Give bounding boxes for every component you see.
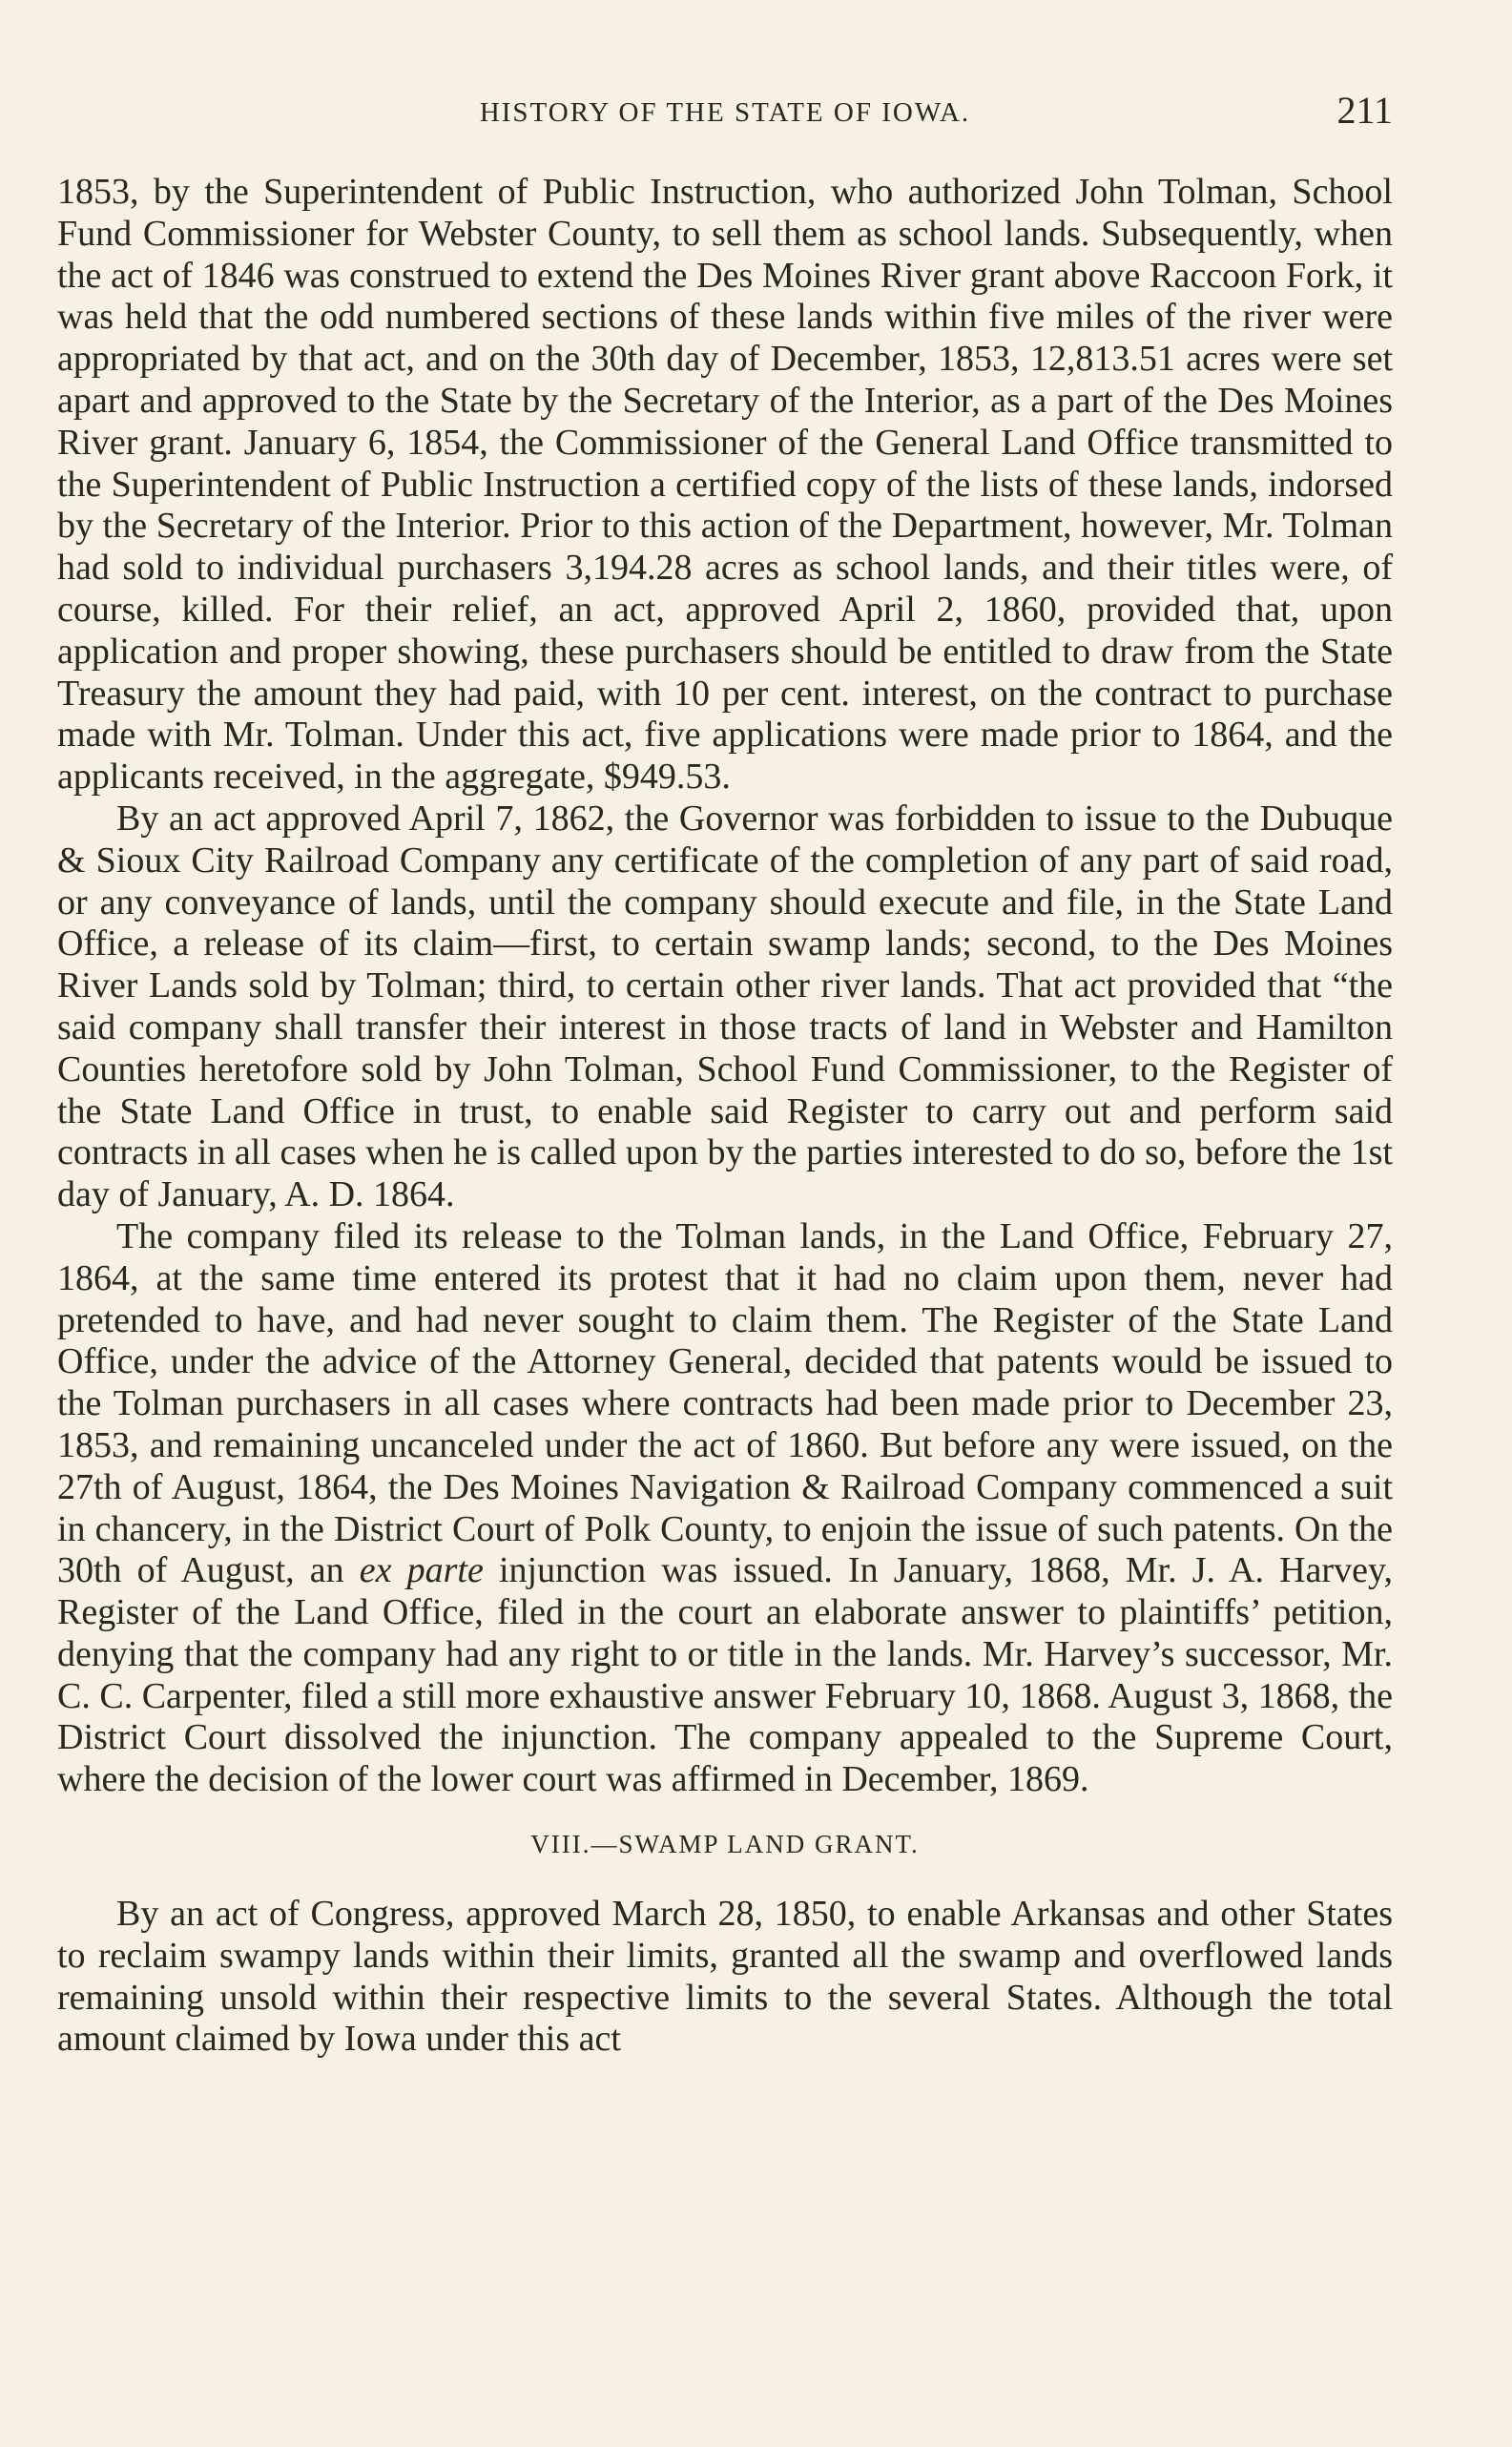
running-head xyxy=(57,88,1393,145)
paragraph-4: By an act of Congress, approved March 28, 1850, to enable Arkansas and other States to reclaim swampy lands within their limits, granted all the swamp and overflowed lands remaining unsold within their respective limits to the several States. Although the total amount claimed by Iowa under this act xyxy=(57,1894,1393,2060)
body-text xyxy=(57,172,1393,2061)
running-title: HISTORY OF THE STATE OF IOWA. xyxy=(479,97,971,128)
paragraph-3-part-2: injunction was issued. In January, 1868, Mr. J. A. Harvey, Register of the Land Office, filed in the court an elaborate answer to plaintiffs’ petition, denying that the company had any right to or title in the lands. Mr. Harvey’s successor, Mr. C. C. Carpenter, filed a still more exhaustive answer February 10, 1868. August 3, 1868, the District Court dissolved the injunction. The company appealed to the Supreme Court, where the decision of the lower court was affirmed in December, 1869. xyxy=(57,1550,1393,1800)
page-number: 211 xyxy=(1336,89,1393,132)
section-heading: VIII.—SWAMP LAND GRANT. xyxy=(530,1830,920,1859)
paragraph-3 xyxy=(57,1216,1393,1801)
italic-phrase: ex parte xyxy=(359,1550,484,1591)
paragraph-1: 1853, by the Superintendent of Public Instruction, who authorized John Tolman, School Fund Commissioner for Webster County, to sell them as school lands. Subsequently, when the act of 1846 was construed to extend the Des Moines River grant above Raccoon Fork, it was held that the odd numbered sections of these lands within five miles of the river were appropriated by that act, and on the 30th day of December, 1853, 12,813.51 acres were set apart and approved to the State by the Secretary of the Interior, as a part of the Des Moines River grant. January 6, 1854, the Commissioner of the General Land Office transmitted to the Superintendent of Public Instruction a certified copy of the lists of these lands, indorsed by the Secretary of the Interior. Prior to this action of the Department, however, Mr. Tolman had sold to individual purchasers 3,194.28 acres as school lands, and their titles were, of course, killed. For their relief, an act, approved April 2, 1860, provided that, upon application and proper showing, these purchasers should be entitled to draw from the State Treasury the amount they had paid, with 10 per cent. interest, on the contract to purchase made with Mr. Tolman. Under this act, five applications were made prior to 1864, and the applicants received, in the aggregate, $949.53. xyxy=(57,172,1393,798)
paragraph-3-part-1: The company filed its release to the Tolman lands, in the Land Office, February 27, 1864, at the same time entered its protest that it had no claim upon them, never had pretended to have, and had never sought to claim them. The Register of the State Land Office, under the advice of the Attorney General, decided that patents would be issued to the Tolman purchasers in all cases where contracts had been made prior to December 23, 1853, and remaining uncanceled under the act of 1860. But before any were issued, on the 27th of August, 1864, the Des Moines Navigation & Railroad Company commenced a suit in chancery, in the District Court of Polk County, to enjoin the issue of such patents. On the 30th of August, an xyxy=(57,1215,1393,1591)
paragraph-2: By an act approved April 7, 1862, the Governor was forbidden to issue to the Dubuque & Sioux City Railroad Company any certificate of the completion of any part of said road, or any conveyance of lands, until the company should execute and file, in the State Land Office, a release of its claim—first, to certain swamp lands; second, to the Des Moines River Lands sold by Tolman; third, to certain other river lands. That act provided that “the said company shall transfer their interest in those tracts of land in Webster and Hamilton Counties heretofore sold by John Tolman, School Fund Commissioner, to the Register of the State Land Office in trust, to enable said Register to carry out and perform said contracts in all cases when he is called upon by the parties interested to do so, before the 1st day of January, A. D. 1864. xyxy=(57,798,1393,1215)
